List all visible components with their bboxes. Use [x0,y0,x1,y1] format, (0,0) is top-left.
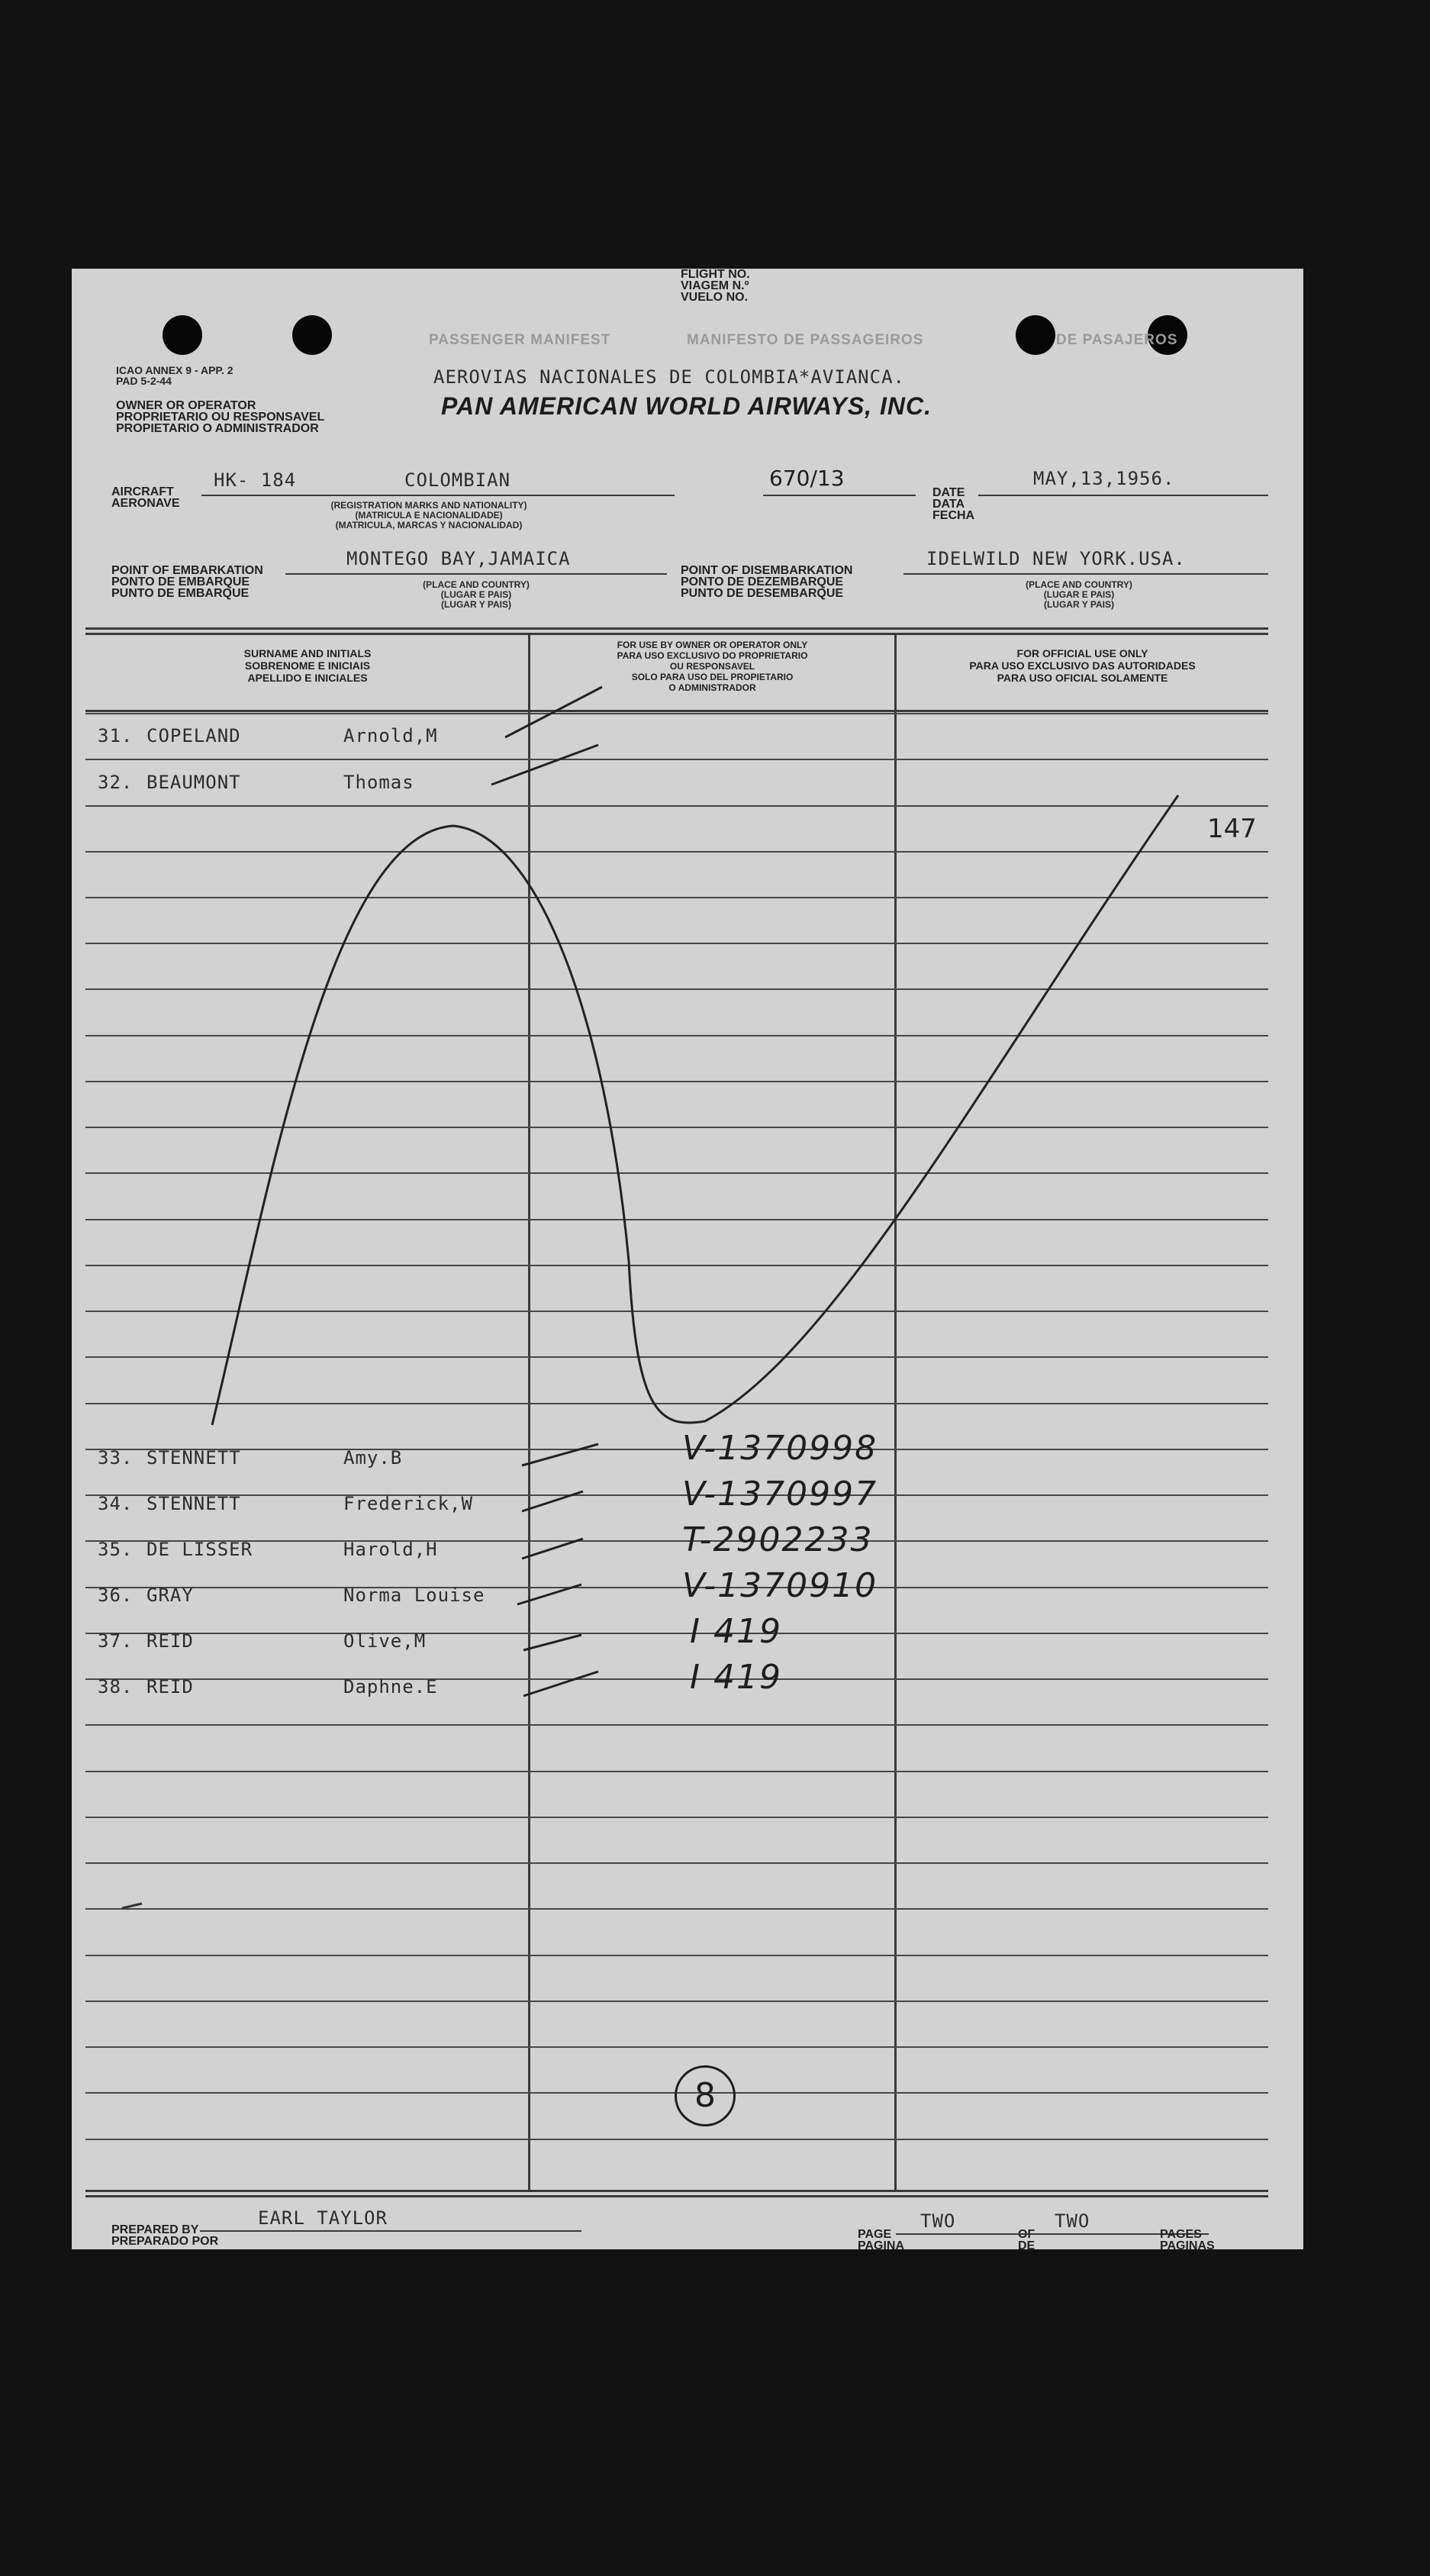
aircraft-registration: HK- 184 [214,469,297,491]
date-labels: DATE DATA FECHA [932,486,975,522]
passenger-surname: REID [147,1630,194,1652]
disembarkation-value: IDELWILD NEW YORK.USA. [926,548,1186,569]
embarkation-caption: (PLACE AND COUNTRY) (LUGAR E PAIS) (LUGAR Y PAIS) [423,579,530,610]
passenger-number: 35. [98,1539,134,1560]
title-english: PASSENGER MANIFEST [429,332,611,348]
aircraft-caption: (REGISTRATION MARKS AND NATIONALITY) (MATRICULA E NACIONALIDADE) (MATRICULA, MARCAS Y NACIONALIDAD) [330,500,527,530]
passenger-surname: GRAY [147,1585,194,1606]
column-header-official-use: FOR OFFICIAL USE ONLY PARA USO EXCLUSIVO DAS AUTORIDADES PARA USO OFICIAL SOLAMENTE [969,647,1196,684]
document-number: T-2902233 [682,1520,874,1559]
passenger-number: 34. [98,1493,134,1514]
check-mark [522,1491,583,1511]
date-value: MAY,13,1956. [1033,468,1175,489]
operator-stamp: PAN AMERICAN WORLD AIRWAYS, INC. [441,392,932,420]
stamp-number: 147 [1207,814,1257,844]
column-header-surname: SURNAME AND INITIALS SOBRENOME E INICIAIS APELLIDO E INICIALES [243,647,372,684]
embarkation-value: MONTEGO BAY,JAMAICA [346,548,571,569]
passenger-given-name: Harold,H [343,1539,438,1560]
column-header-owner-use: FOR USE BY OWNER OR OPERATOR ONLY PARA USO EXCLUSIVO DO PROPRIETARIO OU RESPONSAVEL SOLO PARA USO DEL PROPIETARIO O ADMINISTRADOR [617,640,808,693]
form-reference: ICAO ANNEX 9 - APP. 2 PAD 5-2-44 [116,364,234,387]
check-mark [491,745,598,785]
flight-labels: FLIGHT NO. VIAGEM N.º VUELO NO. [681,268,750,304]
stray-mark [122,1904,142,1908]
passenger-given-name: Frederick,W [343,1493,473,1514]
document-number: V-1370998 [682,1429,878,1468]
embarkation-labels: POINT OF EMBARKATION PONTO DE EMBARQUE PUNTO DE EMBARQUE [111,564,263,600]
passenger-given-name: Thomas [343,772,414,793]
aircraft-labels: AIRCRAFT AERONAVE [111,485,180,510]
passenger-given-name: Amy.B [343,1447,403,1469]
check-mark [523,1672,598,1696]
passenger-number: 32. [98,772,134,793]
passenger-number: 33. [98,1447,134,1469]
passenger-number: 36. [98,1585,134,1606]
document-number: I 419 [690,1612,782,1651]
passenger-given-name: Arnold,M [343,725,438,746]
title-portuguese: MANIFESTO DE PASSAGEIROS [687,332,924,348]
check-mark [523,1635,581,1650]
passenger-surname: DE LISSER [147,1539,253,1560]
title-spanish: DE PASAJEROS [1056,332,1178,348]
check-mark [522,1444,598,1465]
of-value: TWO [1055,2210,1090,2232]
tick-marks [491,687,602,1696]
document-number: V-1370910 [682,1566,878,1605]
passenger-number: 38. [98,1676,134,1697]
document-number: I 419 [690,1658,782,1697]
of-labels: DE [1018,2239,1035,2252]
passenger-given-name: Daphne.E [343,1676,438,1697]
passenger-surname: REID [147,1676,194,1697]
passenger-given-name: Olive,M [343,1630,427,1652]
owner-labels: OWNER OR OPERATOR PROPRIETARIO OU RESPONSAVEL PROPIETARIO O ADMINISTRADOR [116,399,325,435]
document-number: V-1370997 [682,1475,878,1514]
manifest-sheet [72,268,1303,2252]
handwritten-strokes [72,269,1303,2249]
check-mark [505,687,602,737]
disembarkation-labels: POINT OF DISEMBARKATION PONTO DE DEZEMBARQUE PUNTO DE DESEMBARQUE [681,564,853,600]
passenger-number: 37. [98,1630,134,1652]
aircraft-nationality: COLOMBIAN [404,469,511,491]
page-labels: PAGE PAGINA [858,2228,905,2252]
passenger-surname: BEAUMONT [147,772,241,793]
passenger-surname: STENNETT [147,1447,241,1469]
passenger-surname: STENNETT [147,1493,241,1514]
page-value: TWO [920,2210,956,2232]
passenger-number: 31. [98,725,134,746]
prepared-by: EARL TAYLOR [258,2207,388,2229]
pages-labels: PAGES PAGINAS [1160,2228,1215,2252]
operator-name: AEROVIAS NACIONALES DE COLOMBIA*AVIANCA. [433,366,905,388]
cancel-stroke [212,795,1178,1425]
check-mark [517,1585,581,1604]
flight-number: 670/13 [769,466,845,491]
check-mark [522,1539,583,1559]
passenger-given-name: Norma Louise [343,1585,485,1606]
prepared-labels: PREPARED BY PREPARADO POR [111,2223,219,2248]
circled-mark-value: 8 [694,2076,716,2115]
disembarkation-caption: (PLACE AND COUNTRY) (LUGAR E PAIS) (LUGAR Y PAIS) [1026,579,1132,610]
passenger-surname: COPELAND [147,725,241,746]
